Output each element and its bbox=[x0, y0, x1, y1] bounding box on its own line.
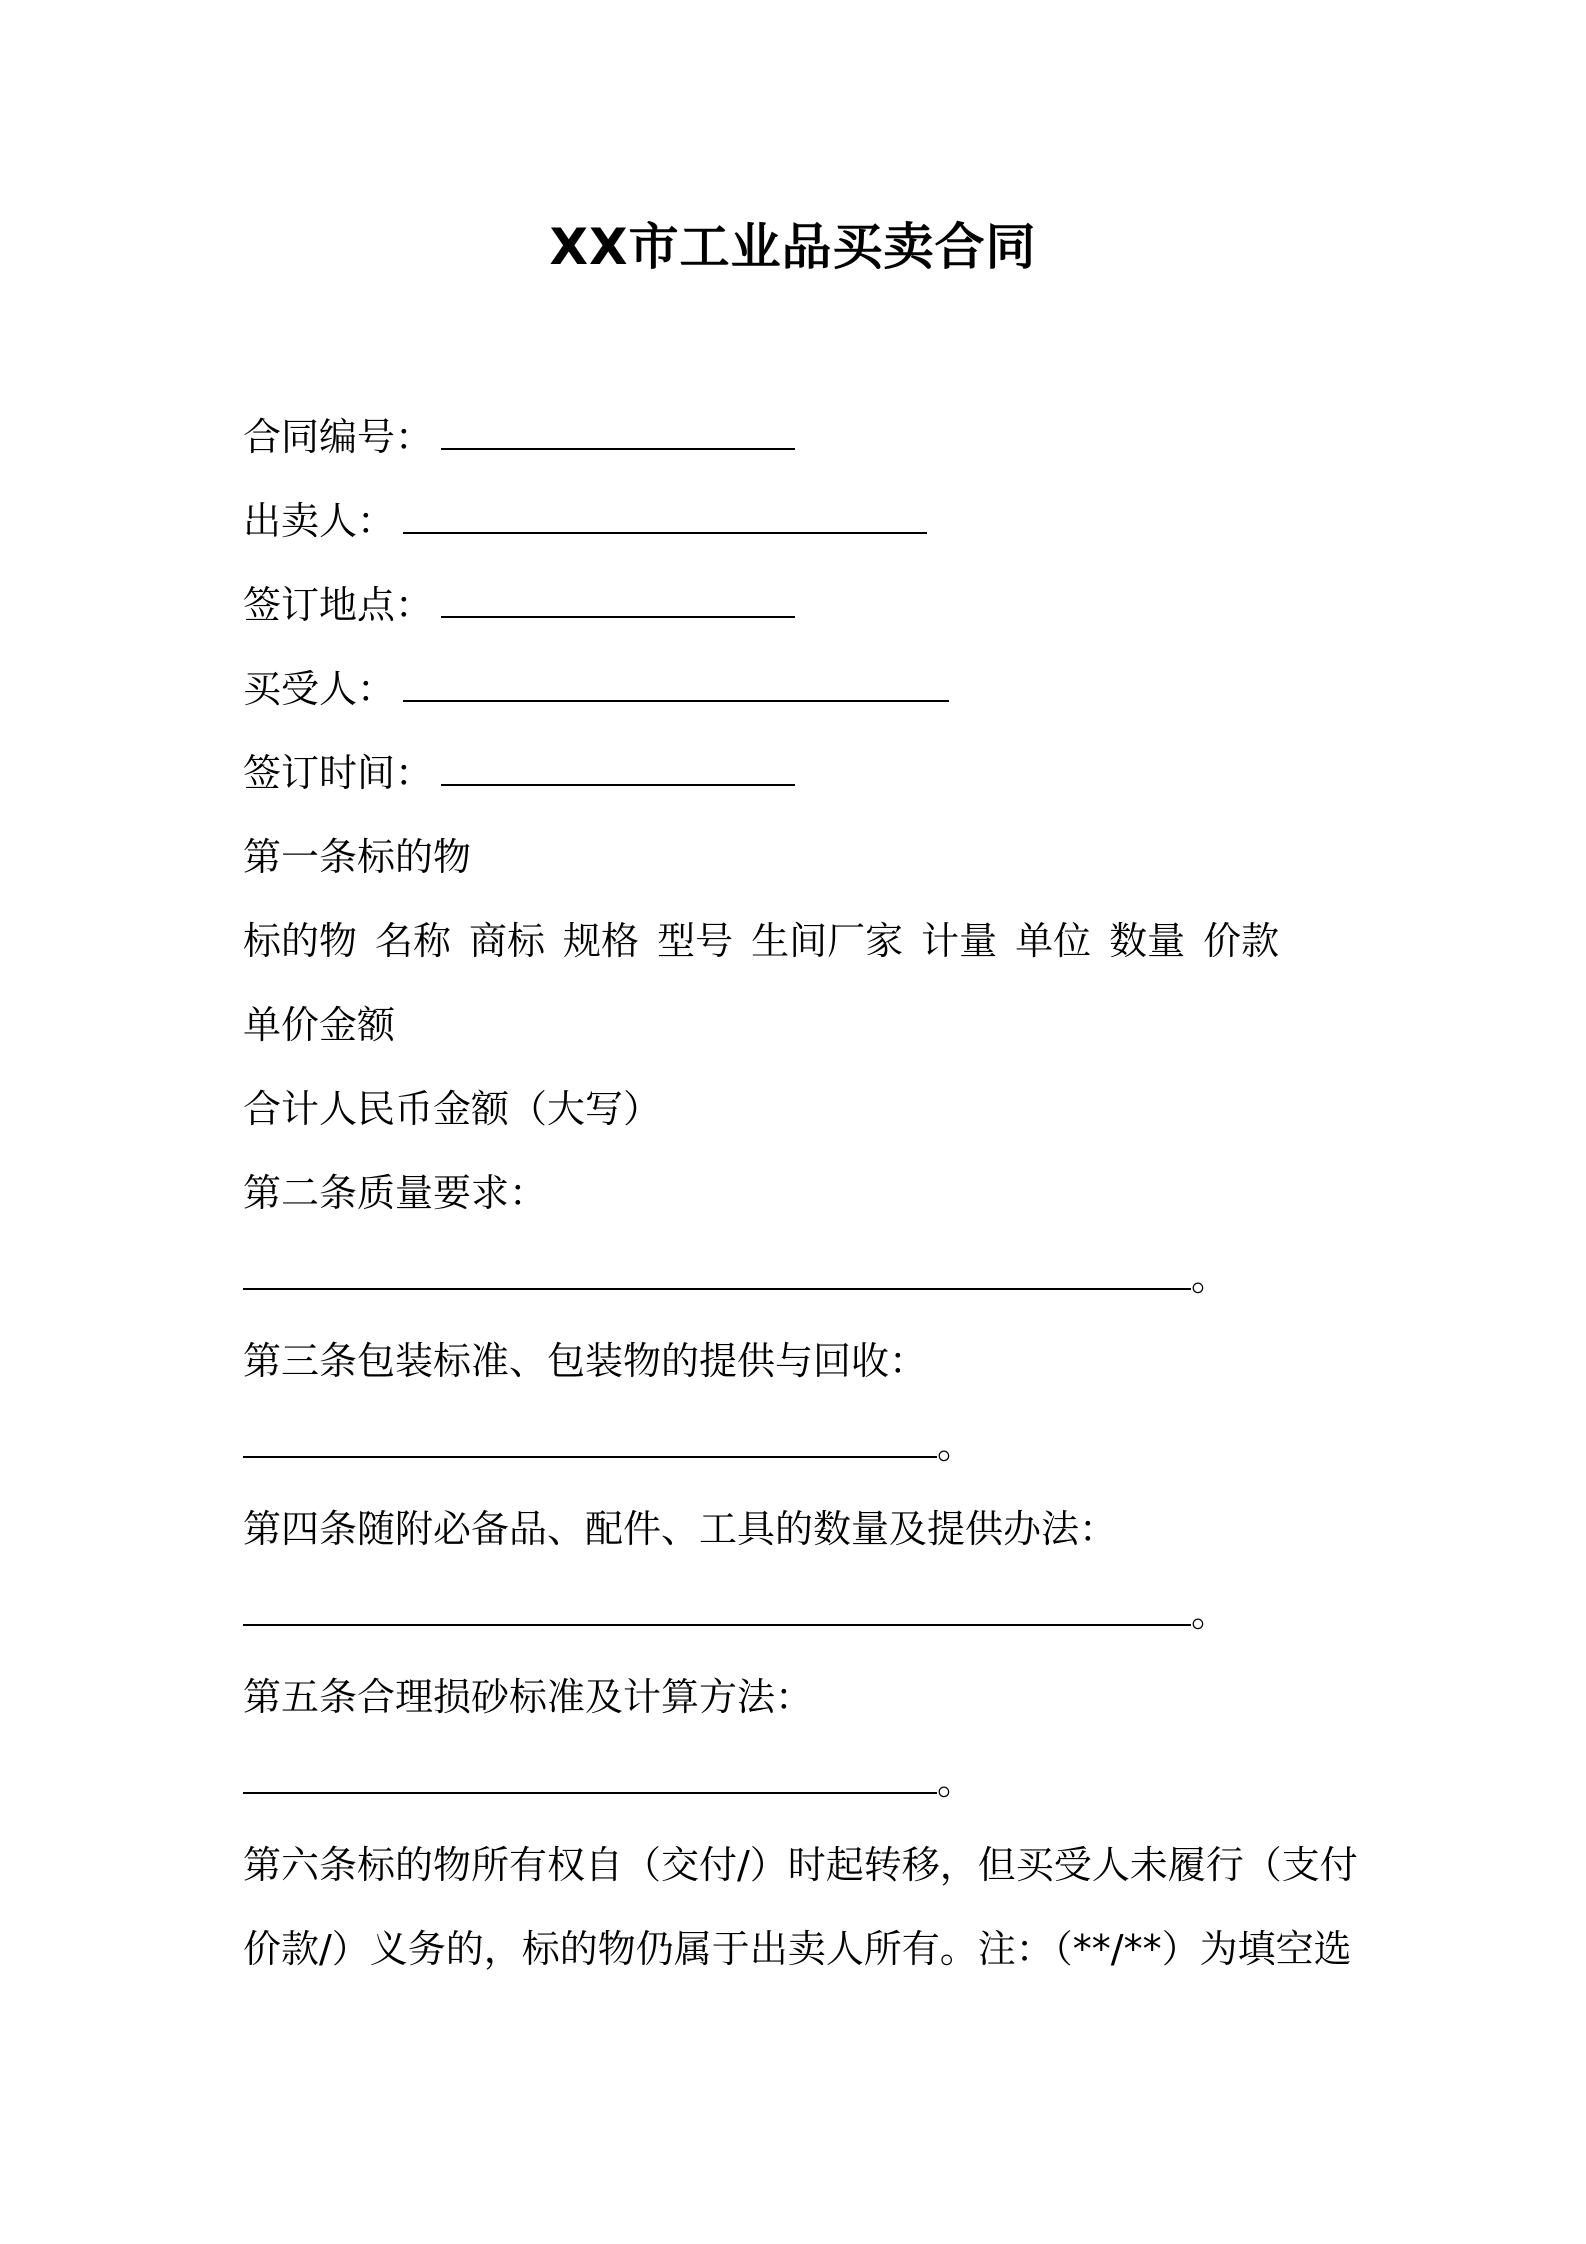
date-blank bbox=[441, 783, 795, 786]
article2-blank-row bbox=[243, 1252, 1229, 1302]
column-label: 名称 bbox=[375, 919, 452, 963]
place-label: 签订地点： bbox=[243, 583, 434, 627]
seller-row bbox=[243, 496, 927, 546]
article5-end: 。 bbox=[937, 1759, 976, 1803]
date-label: 签订时间： bbox=[243, 751, 434, 795]
contract-no-row bbox=[243, 412, 795, 462]
buyer-blank bbox=[403, 699, 949, 702]
place-row bbox=[243, 580, 795, 630]
seller-blank bbox=[403, 531, 927, 534]
contract-no-label: 合同编号： bbox=[243, 415, 434, 459]
article1-columns bbox=[243, 916, 1297, 966]
article3-blank-row bbox=[243, 1420, 975, 1470]
article3-end: 。 bbox=[937, 1423, 976, 1467]
column-label: 价款 bbox=[1203, 919, 1280, 963]
article5-blank bbox=[243, 1791, 937, 1794]
column-label: 数量 bbox=[1109, 919, 1186, 963]
article2-blank bbox=[243, 1287, 1191, 1290]
contract-no-blank bbox=[441, 447, 795, 450]
article4-heading: 第四条随附必备品、配件、工具的数量及提供办法： bbox=[243, 1507, 1118, 1551]
unit-price-label: 单价金额 bbox=[243, 1003, 396, 1047]
total-amount-label: 合计人民币金额（大写） bbox=[243, 1087, 662, 1131]
article4-blank-row bbox=[243, 1588, 1229, 1638]
column-label: 单位 bbox=[1015, 919, 1092, 963]
date-row bbox=[243, 748, 795, 798]
column-label: 生间厂家 bbox=[751, 919, 904, 963]
buyer-row bbox=[243, 664, 949, 714]
article1-heading: 第一条标的物 bbox=[243, 835, 472, 879]
article6-line1: 第六条标的物所有权自（交付/）时起转移，但买受人未履行（支付 bbox=[243, 1843, 1358, 1887]
article3-heading: 第三条包装标准、包装物的提供与回收： bbox=[243, 1339, 928, 1383]
article2-end: 。 bbox=[1191, 1255, 1230, 1299]
document-title: XX市工业品买卖合同 bbox=[549, 218, 1037, 276]
article6-line2: 价款/）义务的，标的物仍属于出卖人所有。注：（**/**）为填空选 bbox=[243, 1927, 1352, 1971]
column-label: 计量 bbox=[921, 919, 998, 963]
column-label: 商标 bbox=[469, 919, 546, 963]
column-label: 标的物 bbox=[243, 919, 358, 963]
column-label: 型号 bbox=[657, 919, 734, 963]
article2-heading: 第二条质量要求： bbox=[243, 1171, 548, 1215]
article4-end: 。 bbox=[1191, 1591, 1230, 1635]
place-blank bbox=[441, 615, 795, 618]
buyer-label: 买受人： bbox=[243, 667, 396, 711]
seller-label: 出卖人： bbox=[243, 499, 396, 543]
article5-blank-row bbox=[243, 1756, 975, 1806]
article4-blank bbox=[243, 1623, 1191, 1626]
column-label: 规格 bbox=[563, 919, 640, 963]
article5-heading: 第五条合理损砂标准及计算方法： bbox=[243, 1675, 814, 1719]
article3-blank bbox=[243, 1455, 937, 1458]
